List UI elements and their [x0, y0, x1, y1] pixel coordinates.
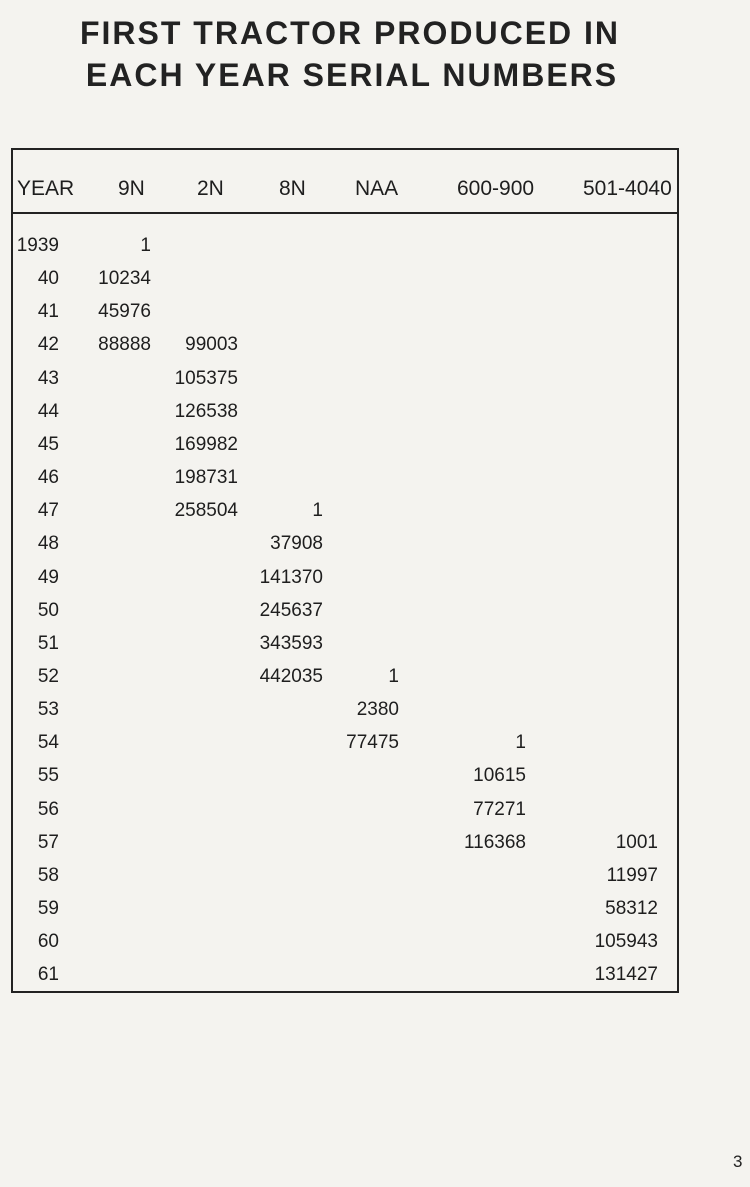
- cell-year: 58: [37, 865, 59, 886]
- serial-number-table: [11, 148, 679, 993]
- cell-2n: 258504: [174, 500, 238, 521]
- cell-501-4040: 105943: [594, 931, 658, 952]
- header-9n: 9N: [118, 177, 145, 200]
- cell-8n: 442035: [259, 666, 323, 687]
- cell-9n: 88888: [98, 334, 151, 355]
- cell-year: 48: [37, 533, 59, 554]
- cell-600-900: 116368: [464, 832, 526, 853]
- cell-9n: 10234: [98, 268, 151, 289]
- header-naa: NAA: [355, 177, 399, 200]
- cell-501-4040: 11997: [606, 865, 658, 886]
- cell-2n: 99003: [185, 334, 238, 355]
- cell-year: 49: [37, 567, 59, 588]
- cell-naa: 2380: [356, 699, 399, 720]
- page-number: 3: [733, 1152, 743, 1171]
- cell-year: 53: [37, 699, 59, 720]
- cell-2n: 126538: [174, 401, 238, 422]
- cell-year: 50: [37, 600, 59, 621]
- cell-9n: 45976: [98, 301, 151, 322]
- header-8n: 8N: [279, 177, 306, 200]
- cell-9n: 1: [140, 235, 151, 256]
- cell-600-900: 77271: [473, 799, 526, 820]
- cell-8n: 141370: [259, 567, 323, 588]
- cell-year: 45: [37, 434, 59, 455]
- cell-2n: 105375: [174, 368, 238, 389]
- page-title-line-2: EACH YEAR SERIAL NUMBERS: [85, 57, 619, 93]
- cell-year: 43: [37, 368, 59, 389]
- cell-year: 60: [37, 931, 59, 952]
- cell-600-900: 1: [515, 732, 526, 753]
- cell-501-4040: 58312: [605, 898, 658, 919]
- header-600-900: 600-900: [457, 177, 535, 200]
- cell-year: 55: [37, 765, 59, 786]
- page-title-line-1: FIRST TRACTOR PRODUCED IN: [79, 15, 621, 51]
- cell-year: 59: [37, 898, 59, 919]
- cell-600-900: 10615: [473, 765, 526, 786]
- cell-year: 42: [37, 334, 59, 355]
- cell-year: 51: [37, 633, 59, 654]
- cell-naa: 1: [388, 666, 399, 687]
- cell-naa: 77475: [346, 732, 399, 753]
- cell-2n: 169982: [174, 434, 238, 455]
- cell-year: 47: [37, 500, 59, 521]
- cell-year: 61: [37, 964, 59, 985]
- cell-501-4040: 1001: [615, 832, 658, 853]
- cell-2n: 198731: [174, 467, 238, 488]
- header-year: YEAR: [17, 177, 75, 200]
- cell-8n: 245637: [259, 600, 323, 621]
- header-2n: 2N: [197, 177, 224, 200]
- cell-year: 1939: [16, 235, 59, 256]
- cell-year: 40: [37, 268, 59, 289]
- cell-year: 54: [37, 732, 59, 753]
- cell-501-4040: 131427: [594, 964, 658, 985]
- cell-8n: 37908: [270, 533, 323, 554]
- cell-year: 56: [37, 799, 59, 820]
- cell-year: 57: [37, 832, 59, 853]
- cell-8n: 1: [312, 500, 323, 521]
- cell-year: 52: [37, 666, 59, 687]
- cell-year: 46: [37, 467, 59, 488]
- header-501-4040: 501-4040: [583, 177, 672, 200]
- cell-year: 44: [37, 401, 59, 422]
- cell-year: 41: [37, 301, 59, 322]
- cell-8n: 343593: [259, 633, 323, 654]
- header-divider: [13, 212, 677, 214]
